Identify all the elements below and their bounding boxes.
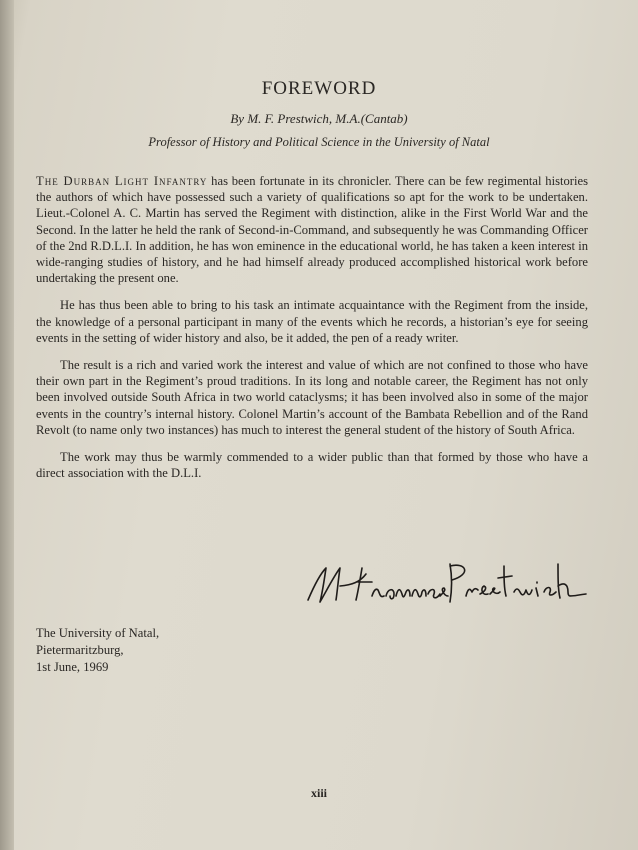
date-line: 1st June, 1969 [36, 660, 109, 674]
address-line-1: The University of Natal, [36, 626, 160, 640]
place-and-date [36, 625, 159, 676]
author-byline: By M. F. Prestwich, M.A.(Cantab) [230, 111, 408, 126]
page-gutter [0, 0, 14, 850]
foreword-body [36, 173, 588, 492]
page-title: FOREWORD [261, 78, 377, 99]
paragraph-3: The result is a rich and varied work the interest and value of which are not confined to those who have their own part in the Regiment’s proud traditions. In its long and notable career, the Regiment has not only been involved outside South Africa in two world cataclysms; it has been involved also in some of the major events in the country’s internal history. Colonel Martin’s account of the Bambata Rebellion and of the Rand Revolt (to name only two instances) has much to interest the general student of the history of South Africa. [36, 358, 588, 437]
address-line-2: Pietermaritzburg, [36, 643, 124, 657]
paragraph-2: He has thus been able to bring to his task an intimate acquaintance with the Regiment from the inside, the knowledge of a personal participant in many of the events which he records, a historian’s eye for seeing events in the setting of wider history and also, be it added, the pen of a ready writer. [36, 298, 588, 345]
author-affiliation: Professor of History and Political Science in the University of Natal [148, 135, 490, 149]
handwritten-signature [300, 552, 590, 612]
paragraph-1-text: has been fortunate in its chronicler. There can be few regimental histories the authors of which have possessed such a variety of qualifications so apt for the work to be undertaken. Lieut.-Colonel A. C. Martin has served the Regiment with distinction, alike in the First World War and the Second. In the latter he held the rank of Second-in-Command, and subsequently he was Commanding Officer of the 2nd R.D.L.I. In addition, he has won eminence in the educational world, he has taken a keen interest in wide-ranging studies of history, and he had himself already produced accomplished historical work before undertaking the present one. [36, 174, 589, 286]
lead-in-smallcaps: The Durban Light Infantry [36, 174, 208, 188]
page-number: xiii [310, 786, 327, 800]
paragraph-1 [36, 173, 588, 286]
paragraph-4: The work may thus be warmly commended to a wider public than that formed by those who have a direct association with the D.L.I. [36, 450, 588, 481]
